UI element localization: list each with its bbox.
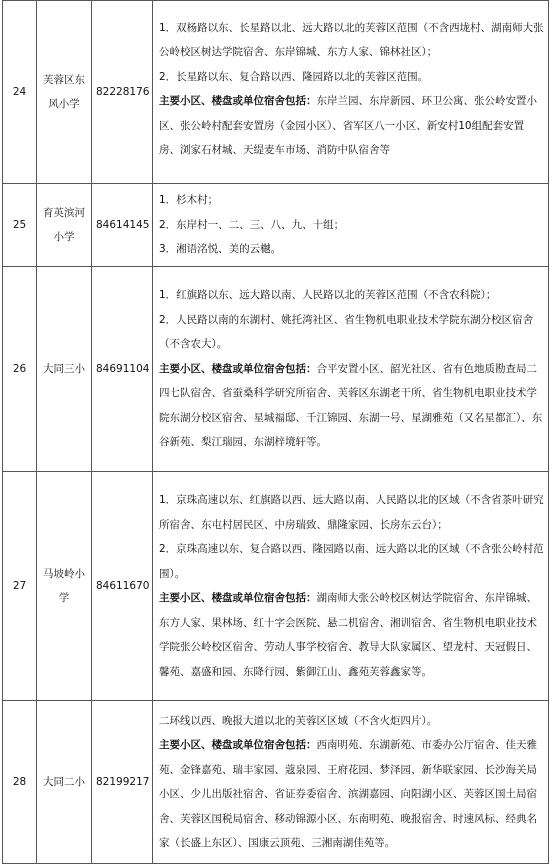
zone-item-heading: 主要小区、楼盘或单位宿舍包括： xyxy=(159,592,317,604)
school-phone: 82199217 xyxy=(92,701,153,864)
school-name: 大同二小 xyxy=(37,701,92,864)
school-name: 芙蓉区东风小学 xyxy=(37,1,92,184)
row-index: 26 xyxy=(3,267,37,472)
zone-item xyxy=(159,89,544,163)
zone-item xyxy=(159,733,544,856)
school-phone: 82228176 xyxy=(92,1,153,184)
table-row xyxy=(3,701,549,864)
zone-item: 2．人民路以南的东湖村、姚托湾社区、省生物机电职业技术学院东湖分校区宿舍（不含农大）。 xyxy=(159,313,534,351)
table-row xyxy=(3,1,549,184)
zone-item-heading: 主要小区、楼盘或单位宿舍包括： xyxy=(159,362,317,375)
table-row xyxy=(3,472,549,701)
zone-item xyxy=(159,586,544,684)
row-index: 24 xyxy=(3,1,37,184)
zone-item: 2．长星路以东、复合路以西、隆园路以北的芙蓉区范围。 xyxy=(159,70,429,83)
table-row xyxy=(3,184,549,267)
zone-description xyxy=(153,472,549,701)
school-name: 育英滨河小学 xyxy=(37,184,92,267)
zone-description xyxy=(153,184,549,267)
zone-item: 3．湘语洺悦、美的云樾。 xyxy=(159,243,282,256)
school-phone: 84691104 xyxy=(92,267,153,472)
school-name: 马坡岭小学 xyxy=(37,472,92,701)
zone-item: 1．京珠高速以东、红旗路以西、远大路以南、人民路以北的区域（不含省茶叶研究所宿舍、东屯村居民区、中房瑞致、鼎隆家园、长房东云台）； xyxy=(159,494,544,531)
zone-item-heading: 主要小区、楼盘或单位宿舍包括： xyxy=(159,739,317,751)
zone-item: 2．京珠高速以东、复合路以西、隆园路以南、远大路以北的区域（不含张公岭村范围）。 xyxy=(159,543,544,580)
zone-item-text: 湖南师大张公岭校区树达学院宿舍、东岸锦城、东方人家、果林场、红十字会医院、悬二机宿舍、湘训宿舍、省生物机电职业技术学院张公岭校区宿舍、劳动人事学校宿舍、教导大队家属区、望龙村、天冠假日、馨苑、嘉盛和园、东降行园、紫御江山、鑫苑芙蓉鑫家等。 xyxy=(159,592,537,678)
zone-item-heading: 主要小区、楼盘或单位宿舍包括： xyxy=(159,95,317,107)
table-row xyxy=(3,267,549,472)
enrollment-zone-table xyxy=(2,0,549,864)
zone-item xyxy=(159,357,544,455)
zone-item: 1．杉木村； xyxy=(159,194,219,207)
zone-description xyxy=(153,267,549,472)
row-index: 25 xyxy=(3,184,37,267)
zone-description xyxy=(153,701,549,864)
school-phone: 84614145 xyxy=(92,184,153,267)
zone-item-text: 合平安置小区、韶光社区、省有色地质勘查局二四七队宿舍、省蚕桑科学研究所宿舍、芙蓉区东湖老干所、省生物机电职业技术学院东湖分校区宿舍、星城福邸、千江锦园、东湖一号、星湖雅苑（又名星都汇）、东谷新苑、梨江瑞园、东湖梓境轩等。 xyxy=(159,362,543,449)
zone-item-text: 西南明苑、东湖新苑、市委办公厅宿舍、佳天雅苑、金锋嘉苑、瑞丰家园、蔻泉园、王府花园、梦泽园、新华联家园、长沙海关局小区、少儿出版社宿舍、省证券委宿舍、滨湖嘉园、向阳湖小区、芙蓉区国土局宿舍、芙蓉区国税局宿舍、移动锦源小区、东南明苑、晚报宿舍、时速风标、经典名家（长盛上东区）、国康云顶苑、三湘南湖佳苑等。 xyxy=(159,739,537,849)
row-index: 28 xyxy=(3,701,37,864)
row-index: 27 xyxy=(3,472,37,701)
zone-item: 二环线以西、晚报大道以北的芙蓉区区域（不含火炬四片）。 xyxy=(159,714,438,727)
zone-item: 1．双杨路以东、长星路以北、远大路以北的芙蓉区范围（不含西垅村、湖南师大张公岭校区树达学院宿舍、东岸锦城、东方人家、锦林社区）； xyxy=(159,21,544,58)
school-phone: 84611670 xyxy=(92,472,153,701)
school-name: 大同三小 xyxy=(37,267,92,472)
zone-item: 1．红旗路以东、远大路以南、人民路以北的芙蓉区范围（不含农科院）； xyxy=(159,289,497,302)
zone-item-text: 东岸兰园、东岸新园、环卫公寓、张公岭安置小区、张公岭村配套安置房（金园小区）、省军区八一小区、新安村10组配套安置房、浏家石材城、天缇麦车市场、消防中队宿舍等 xyxy=(159,95,537,156)
zone-description xyxy=(153,1,549,184)
zone-item: 2．东岸村一、二、三、八、九、十组； xyxy=(159,218,345,231)
